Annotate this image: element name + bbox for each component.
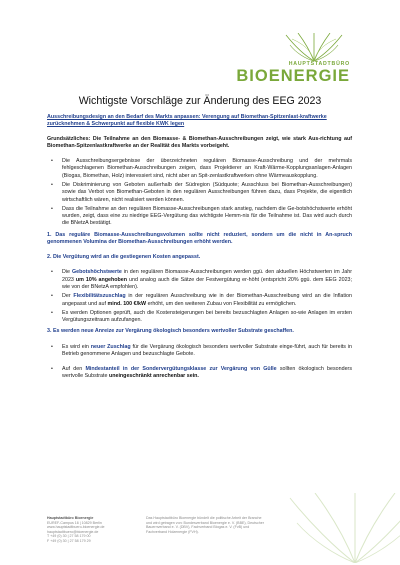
section-3-bullet-list: [47, 344, 352, 381]
section-1-heading: 1. Das reguläre Biomasse-Ausschreibungsvolumen sollte nicht reduziert, sondern um die nicht in An-spruch genommenen Volumina der Biomethan-Ausschreibungen erhöht werden.: [47, 231, 352, 246]
list-item: • Die Diskriminierung von Geboten außerhalb der Südregion (Südquote; Ausschluss bei Biomethan-Ausschreibungen) sowie das Verbot von Biomethan-Geboten in den regulären Ausschreibungen führen dazu, dass Projekte, die eigentlich wirtschaftlich wären, nicht realisiert werden können.: [47, 182, 352, 204]
list-item: • Auf den Mindestanteil in der Sondervergütungsklasse zur Vergärung von Gülle sollten ökologisch besonders wertvolle Substrate uneingeschränkt anrechenbar sein.: [47, 366, 352, 381]
section-2-heading: 2. Die Vergütung wird an die gestiegenen Kosten angepasst.: [47, 253, 201, 260]
footer-email-link[interactable]: hauptstadtbuero@bioenergie.de: [47, 529, 99, 534]
page-footer: [47, 508, 352, 548]
leaf-watermark-icon: [285, 493, 400, 563]
list-item: • Es werden Optionen geprüft, auch die Kostensteigerungen bei bereits bezuschlagten Anlagen so-wie Anlagen im ersten Vergütungszeitraum aufzufangen.: [47, 310, 352, 325]
brand-logo: [230, 33, 350, 87]
list-item: • Es wird ein neuer Zuschlag für die Vergärung ökologisch besonders wertvoller Substrate einge-führt, auch für bereits in Betrieb genommene Anlagen und bezuschlagte Gebote.: [47, 344, 352, 359]
section-2-bullet-list: [47, 269, 352, 324]
basics-paragraph: [47, 136, 352, 151]
list-item: • Die Gebotshöchstwerte in den regulären Biomasse-Ausschreibungen werden ggü. den aktuellen Höchstwerten im Jahr 2023 um 10% angehoben und analog auch die Sätze der Festvergütung er-höht (entspricht 20% ggü. dem EEG 2023; wie von der BNetzA empfohlen).: [47, 269, 352, 291]
basics-text: Die Teilnahme an den Biomasse- & Biomethan-Ausschreibungen zeigt, wie stark Aus-richtung auf Biomethan-Spitzenlastkraftwerke an der Realität des Markts vorbeigeht.: [47, 135, 352, 150]
section-3-heading: 3. Es werden neue Anreize zur Vergärung ökologisch besonders wertvoller Substrate geschaffen.: [47, 328, 294, 335]
basics-label: Grundsätzliches:: [47, 135, 91, 142]
page-title: Wichtigste Vorschläge zur Änderung des EEG 2023: [78, 95, 322, 107]
logo-subtitle: HAUPTSTADTBÜRO: [288, 61, 350, 67]
list-item: • Der Flexibilitätszuschlag in der regulären Ausschreibung wie in der Biomethan-Ausschreibung wird an die Inflation angepasst und auf mind. 100 €/kW erhöht, um den weiteren Zubau von Flexibilität zu ermöglichen.: [47, 293, 352, 308]
footer-contact: Hauptstadtbüro Bioenergie EUREF-Campus 16 | 10829 Berlin www.hauptstadtbuero-bioenergie.de hauptstadtbuero@bioenergie.de T +49 (0) 30 | 27 58 179 00 F +49 (0) 30 | 27 58 179 29: [47, 516, 139, 544]
intro-heading: Ausschreibungsdesign an den Bedarf des Markts anpassen: Verengung auf Biomethan-Spitzenlast-kraftwerke zurücknehmen & Schwerpunkt auf flexible KWK legen: [47, 114, 327, 128]
footer-about: Das Hauptstadtbüro Bioenergie bündelt die politische Arbeit der Branche und wird getragen von: Bundesverband Bioenergie e. V. (BBE), Deutscher Bauernverband e. V. (DBV), Fachverband Biogas e. V. (FvB) und Fachverband Holzenergie (FVH).: [146, 516, 264, 534]
leaf-logo-icon: [284, 33, 344, 63]
list-item: • Dass die Teilnahme an den regulären Biomasse-Ausschreibungen stark anstieg, nachdem die Ge-botshöchstwerte erhöht wurden, zeigt, dass eine zu niedrige EEG-Vergütung das wichtigste Hemm-nis für die Teilnahme ist. Das wird auch durch die BNetzA bestätigt.: [47, 206, 352, 228]
logo-title: BIOENERGIE: [236, 67, 350, 85]
intro-bullet-list: [47, 158, 352, 228]
document-body: [47, 114, 352, 388]
footer-website-link[interactable]: www.hauptstadtbuero-bioenergie.de: [47, 525, 105, 530]
list-item: • Die Ausschreibungsergebnisse der überzeichneten regulären Biomasse-Ausschreibung und der mehrmals fehlgeschlagenen Biomethan-Ausschreibungen zeigen, dass Projektierer an Kraft-Wärme-Kopplungsanlagen-Anlagen (Biogas, Biomethan, Holz) interessiert sind, nicht aber an Spit-zenlastkraftwerken ohne Wärmeauskopplung.: [47, 158, 352, 180]
